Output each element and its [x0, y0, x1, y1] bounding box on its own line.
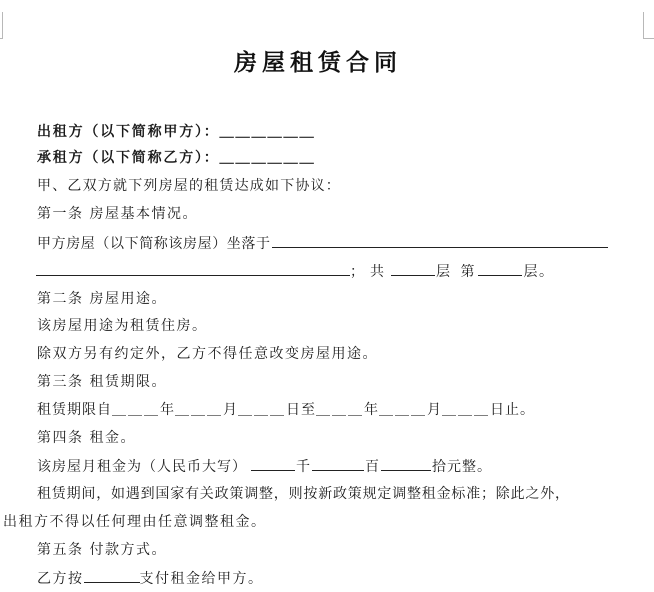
article1-heading: 第一条 房屋基本情况。: [37, 206, 198, 222]
payment-suffix: 支付租金给甲方。: [139, 571, 264, 587]
payment-line: [37, 568, 264, 588]
page-corner-marker-right-horizontal: [643, 38, 654, 39]
rent-amount-line: [37, 456, 492, 476]
lessor-label: 出租方（以下简称甲方）：: [37, 124, 220, 140]
floor-number-blank[interactable]: [478, 261, 522, 276]
lessor-line: [37, 122, 316, 142]
day-end-label: 日止。: [490, 402, 535, 418]
start-month-blank[interactable]: ＿＿＿: [175, 402, 223, 418]
start-day-blank[interactable]: ＿＿＿: [238, 402, 286, 418]
article3-heading: 第三条 租赁期限。: [37, 374, 167, 390]
payment-prefix: 乙方按: [37, 571, 84, 587]
article5-heading: 第五条 付款方式。: [37, 542, 167, 558]
day-to-label: 日至: [286, 402, 316, 418]
rent-thousand-blank[interactable]: [251, 456, 295, 471]
year-label-2: 年: [364, 402, 379, 418]
end-day-blank[interactable]: ＿＿＿: [442, 402, 490, 418]
article2-usage: 该房屋用途为租赁住房。: [37, 318, 208, 334]
rent-ten-blank[interactable]: [381, 456, 431, 471]
floors-total-label: ；共: [350, 264, 390, 280]
hundred-label: 百: [365, 459, 380, 475]
lessee-label: 承租方（以下简称乙方）：: [37, 150, 220, 166]
location-blank-continued[interactable]: [36, 261, 350, 276]
end-year-blank[interactable]: ＿＿＿: [316, 402, 364, 418]
rent-adjust-line-2: 出租方不得以任何理由任意调整租金。: [3, 514, 267, 530]
lessee-blank[interactable]: ＿＿＿＿＿＿: [219, 150, 316, 166]
page-corner-marker-left: [2, 12, 3, 38]
total-floors-blank[interactable]: [391, 261, 435, 276]
lessor-blank[interactable]: ＿＿＿＿＿＿: [219, 124, 316, 140]
floors-line: [36, 261, 554, 281]
article2-restriction: 除双方另有约定外，乙方不得任意改变房屋用途。: [37, 346, 378, 362]
lessee-line: [37, 148, 316, 168]
thousand-label: 千: [296, 459, 311, 475]
month-label-2: 月: [427, 402, 442, 418]
lease-term-prefix: 租赁期限自: [37, 402, 112, 418]
start-year-blank[interactable]: ＿＿＿: [112, 402, 160, 418]
intro-line: 甲、乙双方就下列房屋的租赁达成如下协议：: [37, 178, 341, 194]
location-line: [37, 233, 609, 253]
rent-adjust-line-1: 租赁期间，如遇到国家有关政策调整，则按新政策规定调整租金标准；除此之外，: [37, 486, 570, 502]
month-label-1: 月: [223, 402, 238, 418]
lease-term-line: [37, 400, 535, 420]
page-corner-marker-left-horizontal: [0, 38, 3, 39]
location-blank[interactable]: [272, 233, 608, 248]
article2-heading: 第二条 房屋用途。: [37, 291, 167, 307]
ten-end-label: 拾元整。: [432, 459, 492, 475]
rent-hundred-blank[interactable]: [312, 456, 364, 471]
location-prefix: 甲方房屋（以下简称该房屋）坐落于: [37, 236, 271, 252]
rent-prefix: 该房屋月租金为（人民币大写）: [37, 459, 247, 475]
year-label-1: 年: [160, 402, 175, 418]
end-month-blank[interactable]: ＿＿＿: [379, 402, 427, 418]
payment-method-blank[interactable]: [84, 568, 140, 583]
article4-heading: 第四条 租金。: [37, 430, 136, 446]
document-title: 房屋租赁合同: [234, 49, 402, 76]
page-corner-marker-right: [643, 12, 644, 38]
floors-mid-label: 层 第: [436, 264, 478, 280]
floors-end-label: 层。: [523, 264, 555, 280]
